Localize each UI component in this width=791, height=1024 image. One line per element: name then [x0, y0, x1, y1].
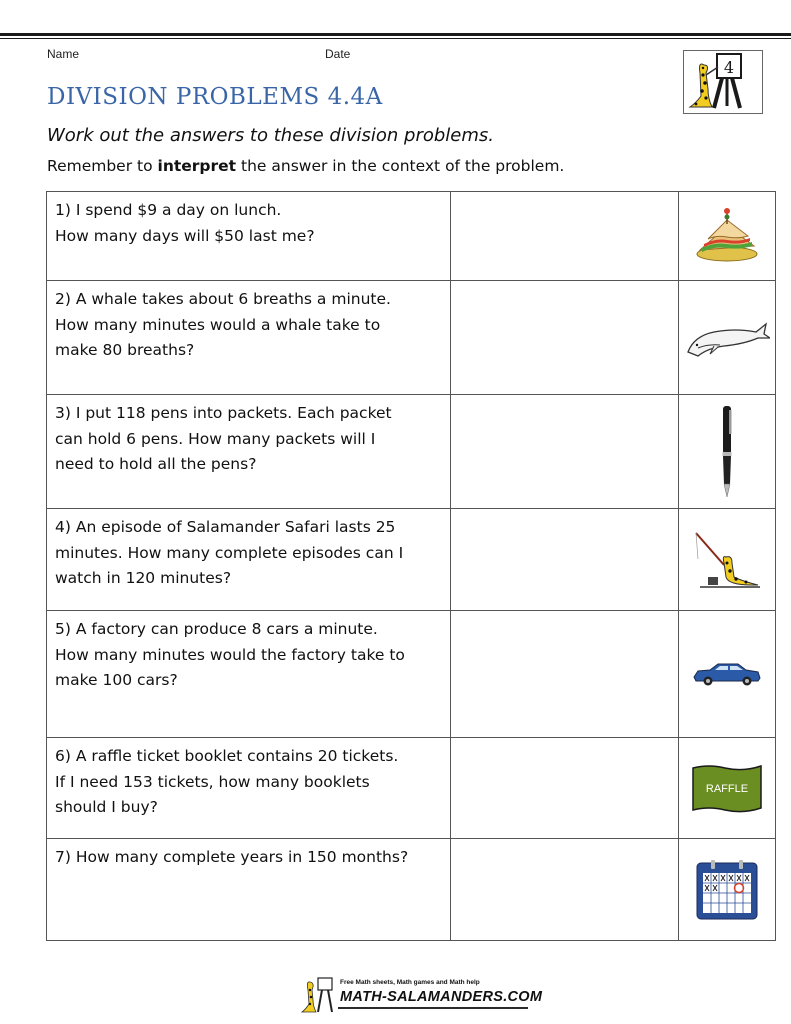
question-line: 5) A factory can produce 8 cars a minute.	[55, 620, 378, 638]
problem-row	[47, 192, 776, 281]
salamander-teacher-icon	[684, 51, 762, 113]
question-line: 4) An episode of Salamander Safari lasts 25	[55, 518, 396, 536]
salamander-logo	[683, 50, 763, 114]
problem-picture	[679, 192, 776, 281]
footer	[300, 976, 543, 1016]
problem-question	[47, 611, 451, 738]
footer-tagline: Free Math sheets, Math games and Math help	[340, 979, 480, 986]
instruction	[47, 157, 564, 175]
problem-picture	[679, 738, 776, 839]
question-line: If I need 153 tickets, how many booklets	[55, 772, 370, 791]
problem-picture	[679, 839, 776, 941]
question-line: make 100 cars?	[55, 671, 178, 689]
pen-icon	[719, 404, 735, 500]
problem-picture	[679, 509, 776, 611]
raffle-ticket-icon	[689, 762, 765, 814]
instruction-text-end: the answer in the context of the problem.	[236, 157, 565, 175]
answer-box[interactable]	[451, 192, 679, 281]
question-line: can hold 6 pens. How many packets will I	[55, 429, 376, 448]
question-line: 2) A whale takes about 6 breaths a minute.	[55, 290, 391, 308]
answer-box[interactable]	[451, 839, 679, 941]
footer-site-link[interactable]: MATH-SALAMANDERS.COM	[340, 989, 543, 1005]
question-line: watch in 120 minutes?	[55, 569, 232, 587]
problems-table	[46, 191, 776, 941]
problem-question	[47, 395, 451, 509]
problem-question	[47, 509, 451, 611]
subtitle: Work out the answers to these division problems.	[47, 125, 495, 146]
problem-row	[47, 395, 776, 509]
salamander-logo-icon	[300, 976, 340, 1014]
footer-underline	[338, 1007, 528, 1009]
instruction-emphasis: interpret	[157, 157, 237, 175]
sandwich-icon	[694, 206, 760, 266]
instruction-text-start: Remember to	[47, 157, 158, 175]
question-line: need to hold all the pens?	[55, 455, 257, 473]
answer-box[interactable]	[451, 738, 679, 839]
problem-row	[47, 738, 776, 839]
answer-box[interactable]	[451, 611, 679, 738]
problem-question	[47, 738, 451, 839]
problem-question	[47, 281, 451, 395]
problem-row	[47, 509, 776, 611]
question-line: should I buy?	[55, 798, 158, 816]
question-line: How many minutes would the factory take to	[55, 645, 405, 664]
salamander-fishing-icon	[692, 529, 762, 591]
question-line: minutes. How many complete episodes can I	[55, 543, 404, 562]
car-icon	[692, 661, 762, 687]
question-line: 1) I spend $9 a day on lunch.	[55, 201, 282, 219]
logo-level-text: 4	[723, 58, 735, 77]
answer-box[interactable]	[451, 395, 679, 509]
calendar-icon	[695, 859, 759, 921]
problem-picture	[679, 395, 776, 509]
answer-box[interactable]	[451, 281, 679, 395]
question-line: 3) I put 118 pens into packets. Each packet	[55, 404, 392, 422]
question-line: 6) A raffle ticket booklet contains 20 tickets.	[55, 747, 399, 765]
problem-picture	[679, 611, 776, 738]
whale-icon	[684, 318, 770, 358]
problem-question	[47, 839, 451, 941]
question-line: How many minutes would a whale take to	[55, 315, 381, 334]
page-title: DIVISION PROBLEMS 4.4A	[47, 84, 383, 110]
question-line: 7) How many complete years in 150 months?	[55, 848, 409, 866]
answer-box[interactable]	[451, 509, 679, 611]
top-rule-thin	[0, 38, 791, 39]
date-label: Date	[325, 47, 351, 61]
problem-row	[47, 281, 776, 395]
problem-row	[47, 839, 776, 941]
question-line: make 80 breaths?	[55, 341, 195, 359]
problem-question	[47, 192, 451, 281]
name-label: Name	[47, 47, 80, 61]
raffle-ticket-text: RAFFLE	[705, 783, 749, 795]
problem-row	[47, 611, 776, 738]
question-line: How many days will $50 last me?	[55, 226, 315, 245]
top-rule	[0, 33, 791, 36]
problem-picture	[679, 281, 776, 395]
